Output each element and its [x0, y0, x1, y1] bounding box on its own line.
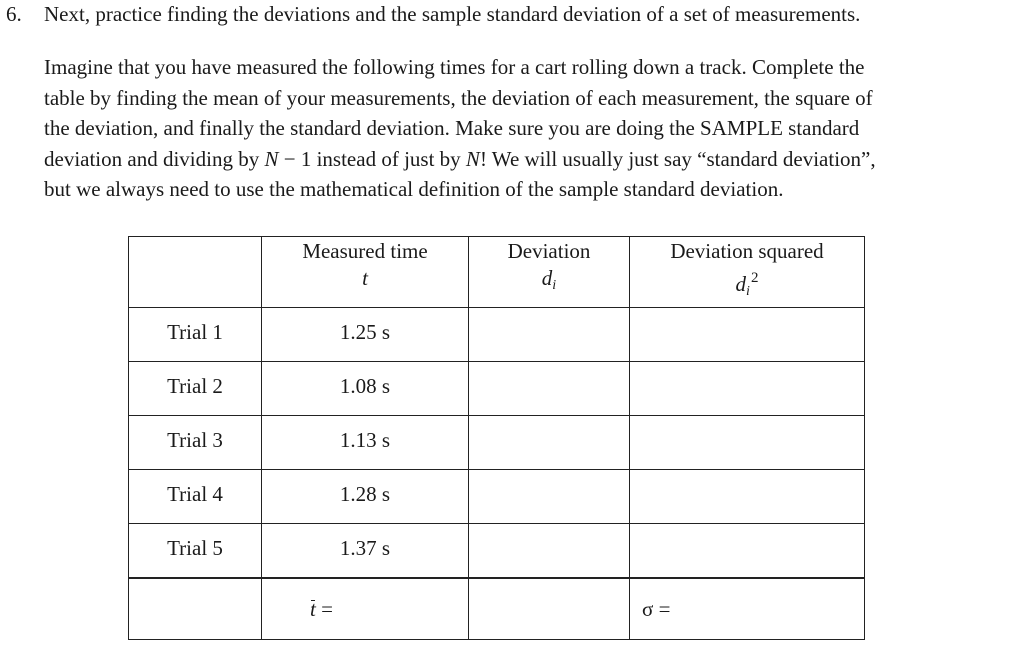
deviation-squared-symbol-d: d [735, 272, 747, 296]
time-cell [262, 416, 469, 470]
deviation-squared-symbol-sup: 2 [750, 270, 759, 286]
time-cell [262, 524, 469, 579]
header-deviation-squared-label: Deviation squared [670, 239, 824, 263]
trial-label [129, 470, 262, 524]
deviation-squared-symbol-sub: i [746, 284, 750, 299]
trial-label [129, 362, 262, 416]
time-cell [262, 308, 469, 362]
table-footer-row [129, 578, 865, 640]
paragraph-line-4-text-b: − 1 instead of just by [278, 146, 466, 171]
time-value: 1.37 s [339, 536, 391, 560]
deviation-cell[interactable] [469, 470, 630, 524]
header-measured-time-symbol: t [362, 266, 368, 290]
paragraph-line-2: table by finding the mean of your measurements, the deviation of each measurement, the square of [44, 85, 873, 110]
deviation-squared-cell[interactable] [630, 470, 865, 524]
paragraph-line-4 [44, 144, 1019, 175]
mean-symbol: t [310, 597, 316, 621]
mean-label [310, 597, 468, 621]
time-value: 1.28 s [339, 482, 391, 506]
paragraph-line-1: Imagine that you have measured the following times for a cart rolling down a track. Complete the [44, 55, 865, 79]
sigma-cell[interactable] [630, 578, 865, 640]
table-row [129, 416, 865, 470]
trial-label [129, 308, 262, 362]
table-row [129, 308, 865, 362]
trial-label [129, 416, 262, 470]
question-line [6, 1, 860, 27]
mean-equals: = [315, 597, 333, 621]
deviation-squared-cell[interactable] [630, 362, 865, 416]
trial-label-text: Trial 3 [167, 428, 223, 452]
deviation-squared-cell[interactable] [630, 308, 865, 362]
header-deviation [469, 237, 630, 308]
header-deviation-squared-symbol [630, 263, 864, 307]
math-N: N [264, 146, 279, 171]
paragraph-line-4-text-a: deviation and dividing by [44, 146, 265, 171]
deviation-symbol-sub: i [552, 278, 557, 293]
table-header-row [129, 237, 865, 308]
paragraph-line-4-text-c: ! We will usually just say “standard deviation”, [479, 146, 876, 171]
trial-label-text: Trial 2 [167, 374, 223, 398]
trial-label-text: Trial 4 [167, 482, 223, 506]
header-deviation-label: Deviation [507, 239, 591, 263]
deviation-squared-cell[interactable] [630, 416, 865, 470]
mean-cell[interactable] [262, 578, 469, 640]
trial-label [129, 524, 262, 579]
paragraph-line-3: the deviation, and finally the standard deviation. Make sure you are doing the SAMPLE standard [44, 116, 860, 140]
time-cell [262, 362, 469, 416]
table-row [129, 470, 865, 524]
instructions-paragraph [44, 52, 1019, 205]
time-value: 1.25 s [339, 320, 391, 344]
header-measured-time [262, 237, 469, 308]
deviation-cell[interactable] [469, 308, 630, 362]
measurements-table [128, 236, 865, 640]
header-deviation-symbol [469, 263, 629, 301]
deviation-cell[interactable] [469, 416, 630, 470]
paragraph-line-5: but we always need to use the mathematical definition of the sample standard deviation. [44, 177, 784, 201]
trial-label-text: Trial 5 [167, 536, 223, 560]
header-measured-time-label: Measured time [302, 239, 428, 263]
math-N-2: N [465, 146, 480, 171]
time-cell [262, 470, 469, 524]
deviation-cell[interactable] [469, 362, 630, 416]
footer-blank-cell[interactable] [469, 578, 630, 640]
deviation-squared-cell[interactable] [630, 524, 865, 579]
deviation-symbol-d: d [541, 266, 553, 290]
deviation-cell[interactable] [469, 524, 630, 579]
time-value: 1.08 s [339, 374, 391, 398]
table-row [129, 362, 865, 416]
question-number: 6. [6, 2, 22, 26]
trial-label-text: Trial 1 [167, 320, 223, 344]
table-row [129, 524, 865, 579]
sigma-label: σ = [642, 597, 671, 621]
time-value: 1.13 s [339, 428, 391, 452]
footer-empty-cell [129, 578, 262, 640]
question-prompt: Next, practice finding the deviations and the sample standard deviation of a set of measurements. [44, 2, 861, 26]
header-deviation-squared [630, 237, 865, 308]
header-empty-cell [129, 237, 262, 308]
